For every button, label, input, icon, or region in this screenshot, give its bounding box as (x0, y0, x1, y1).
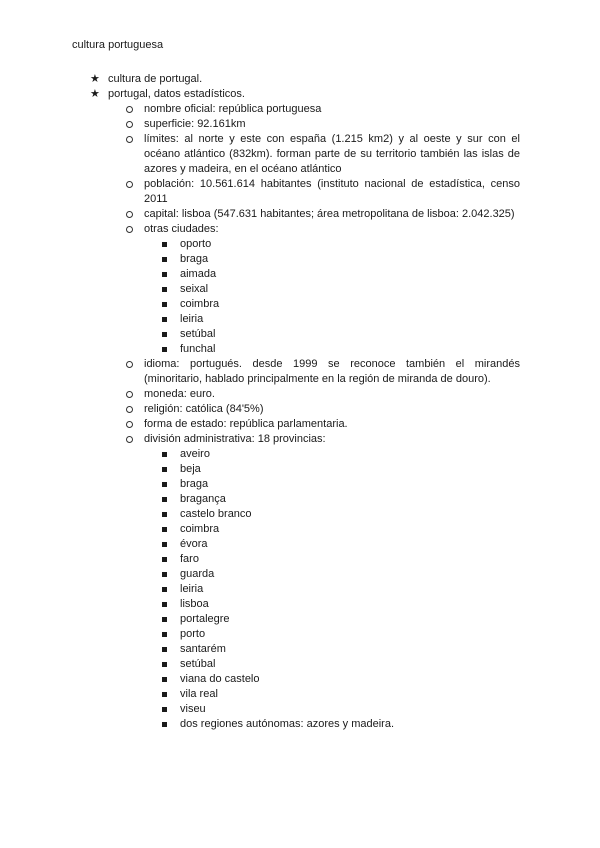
square-bullet-icon (162, 647, 167, 652)
stat-text: religión: católica (84'5%) (144, 403, 264, 415)
city-item (162, 267, 520, 282)
province-name: lisboa (180, 598, 209, 610)
province-name: beja (180, 463, 201, 475)
province-item (162, 522, 520, 537)
province-name: santarém (180, 643, 226, 655)
square-bullet-icon (162, 677, 167, 682)
city-item (162, 237, 520, 252)
province-name: aveiro (180, 448, 210, 460)
provinces-list (162, 447, 520, 732)
square-bullet-icon (162, 707, 167, 712)
square-bullet-icon (162, 287, 167, 292)
city-name: leiria (180, 313, 204, 325)
square-bullet-icon (162, 242, 167, 247)
stat-text: límites: al norte y este con españa (1.215 km2) y al oeste y sur con el océano atlántico (832km). forman parte de su territorio también las islas de azores y madeira, en el océano atlántico (144, 133, 520, 175)
province-name: vila real (180, 688, 218, 700)
stats-list (126, 102, 520, 732)
province-name: dos regiones autónomas: azores y madeira. (180, 718, 395, 730)
province-item (162, 477, 520, 492)
circle-bullet-icon (126, 211, 133, 218)
main-list (90, 72, 530, 732)
square-bullet-icon (162, 602, 167, 607)
province-item (162, 672, 520, 687)
square-bullet-icon (162, 257, 167, 262)
stat-text: capital: lisboa (547.631 habitantes; área metropolitana de lisboa: 2.042.325) (144, 208, 515, 220)
province-name: porto (180, 628, 206, 640)
city-item (162, 327, 520, 342)
circle-bullet-icon (126, 121, 133, 128)
province-item (162, 702, 520, 717)
province-name: coimbra (180, 523, 220, 535)
circle-bullet-icon (126, 406, 133, 413)
stat-text: forma de estado: república parlamentaria. (144, 418, 348, 430)
province-item (162, 612, 520, 627)
city-item (162, 342, 520, 357)
city-name: coimbra (180, 298, 220, 310)
city-item (162, 252, 520, 267)
list-item-text: portugal, datos estadísticos. (108, 88, 245, 100)
square-bullet-icon (162, 542, 167, 547)
province-item (162, 507, 520, 522)
city-item (162, 297, 520, 312)
square-bullet-icon (162, 692, 167, 697)
province-name: leiria (180, 583, 204, 595)
stat-item (126, 417, 520, 432)
square-bullet-icon (162, 467, 167, 472)
province-item (162, 462, 520, 477)
province-name: évora (180, 538, 208, 550)
square-bullet-icon (162, 347, 167, 352)
circle-bullet-icon (126, 181, 133, 188)
province-item (162, 552, 520, 567)
square-bullet-icon (162, 587, 167, 592)
province-name: castelo branco (180, 508, 252, 520)
province-item (162, 567, 520, 582)
list-item (90, 87, 530, 732)
square-bullet-icon (162, 632, 167, 637)
province-name: portalegre (180, 613, 230, 625)
province-name: viana do castelo (180, 673, 260, 685)
province-name: viseu (180, 703, 206, 715)
square-bullet-icon (162, 272, 167, 277)
city-name: seixal (180, 283, 209, 295)
province-item (162, 627, 520, 642)
square-bullet-icon (162, 302, 167, 307)
province-item (162, 537, 520, 552)
city-item (162, 282, 520, 297)
city-name: oporto (180, 238, 212, 250)
circle-bullet-icon (126, 226, 133, 233)
square-bullet-icon (162, 452, 167, 457)
list-item-text: cultura de portugal. (108, 73, 203, 85)
square-bullet-icon (162, 332, 167, 337)
province-item (162, 717, 520, 732)
square-bullet-icon (162, 512, 167, 517)
stat-item (126, 222, 520, 357)
stat-item (126, 207, 520, 222)
province-item (162, 582, 520, 597)
province-item (162, 657, 520, 672)
circle-bullet-icon (126, 421, 133, 428)
province-name: bragança (180, 493, 226, 505)
cities-list (162, 237, 520, 357)
province-name: setúbal (180, 658, 216, 670)
province-name: braga (180, 478, 209, 490)
stat-text: otras ciudades: (144, 223, 219, 235)
square-bullet-icon (162, 497, 167, 502)
square-bullet-icon (162, 317, 167, 322)
province-item (162, 447, 520, 462)
province-item (162, 597, 520, 612)
province-item (162, 687, 520, 702)
stat-text: nombre oficial: república portuguesa (144, 103, 322, 115)
city-name: funchal (180, 343, 216, 355)
stat-item (126, 117, 520, 132)
province-name: faro (180, 553, 199, 565)
circle-bullet-icon (126, 436, 133, 443)
stat-item (126, 132, 520, 177)
stat-text: población: 10.561.614 habitantes (instituto nacional de estadística, censo 2011 (144, 178, 520, 205)
province-item (162, 642, 520, 657)
circle-bullet-icon (126, 106, 133, 113)
province-item (162, 492, 520, 507)
city-item (162, 312, 520, 327)
star-bullet-icon: ★ (90, 88, 100, 100)
document-title: cultura portuguesa (72, 39, 164, 51)
stat-item (126, 177, 520, 207)
square-bullet-icon (162, 527, 167, 532)
square-bullet-icon (162, 662, 167, 667)
stat-item (126, 102, 520, 117)
stat-text: división administrativa: 18 provincias: (144, 433, 326, 445)
square-bullet-icon (162, 572, 167, 577)
city-name: setúbal (180, 328, 216, 340)
circle-bullet-icon (126, 391, 133, 398)
square-bullet-icon (162, 722, 167, 727)
stat-item (126, 432, 520, 732)
square-bullet-icon (162, 557, 167, 562)
list-item (90, 72, 530, 87)
stat-text: superficie: 92.161km (144, 118, 246, 130)
stat-item (126, 357, 520, 387)
stat-item (126, 387, 520, 402)
stat-text: idioma: portugués. desde 1999 se reconoce también el mirandés (minoritario, hablado principalmente en la región de miranda de douro). (144, 358, 520, 385)
square-bullet-icon (162, 617, 167, 622)
city-name: aimada (180, 268, 217, 280)
province-name: guarda (180, 568, 215, 580)
stat-item (126, 402, 520, 417)
circle-bullet-icon (126, 361, 133, 368)
stat-text: moneda: euro. (144, 388, 215, 400)
circle-bullet-icon (126, 136, 133, 143)
city-name: braga (180, 253, 209, 265)
star-bullet-icon: ★ (90, 73, 100, 85)
square-bullet-icon (162, 482, 167, 487)
